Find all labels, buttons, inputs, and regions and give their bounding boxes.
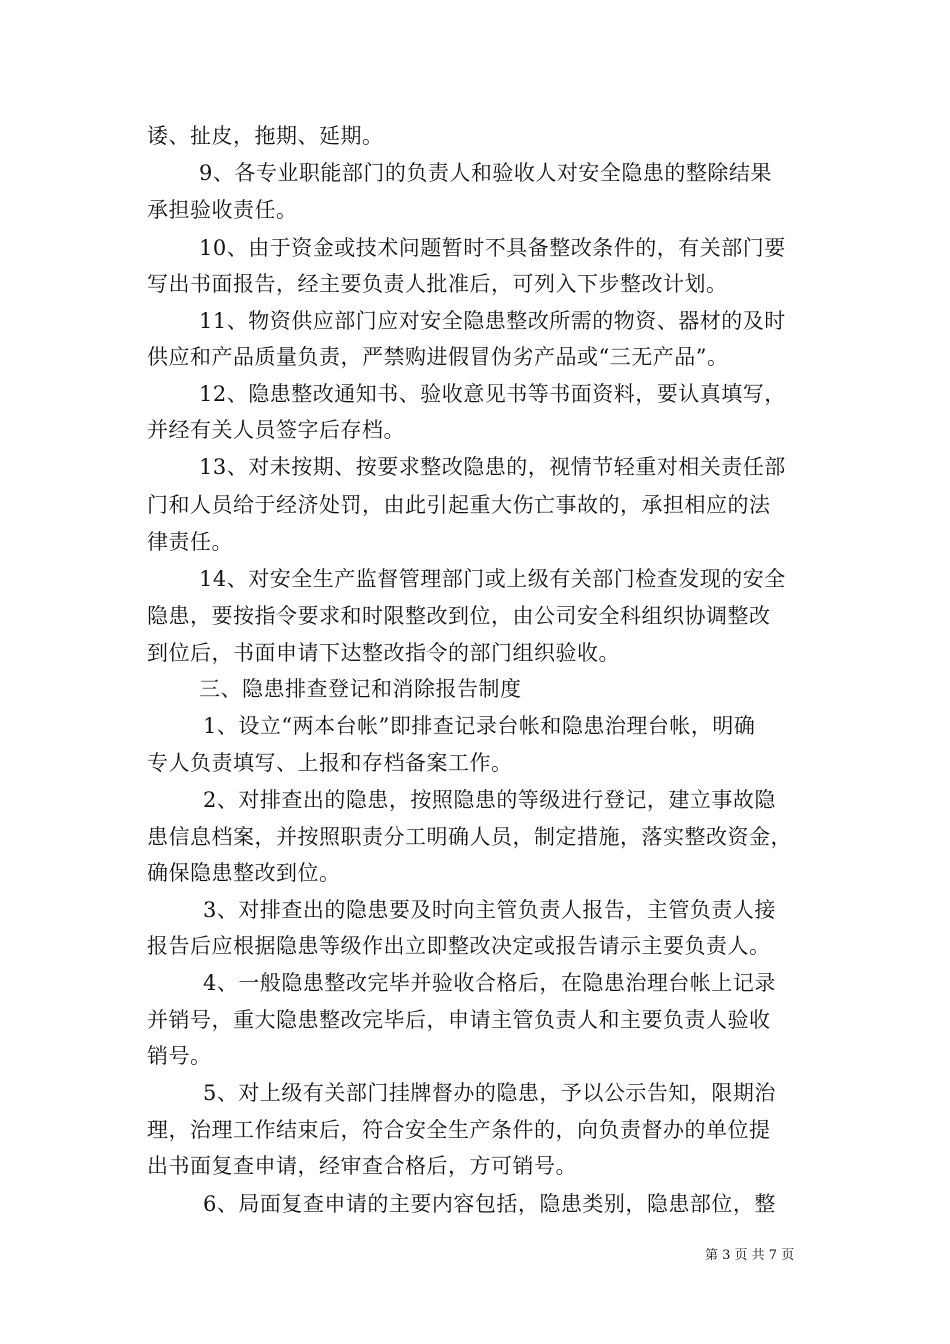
text-line: 2、对排查出的隐患，按照隐患的等级进行登记，建立事故隐 [203, 788, 776, 812]
text-line: 1、设立“两本台帐”即排查记录台帐和隐患治理台帐，明确 [203, 714, 756, 738]
page-number: 第 3 页 共 7 页 [705, 1248, 795, 1263]
text-line: 供应和产品质量负责，严禁购进假冒伪劣产品或“三无产品”。 [147, 345, 729, 369]
text-line: 报告后应根据隐患等级作出立即整改决定或报告请示主要负责人。 [147, 934, 771, 958]
text-line: 专人负责填写、上报和存档备案工作。 [147, 751, 513, 775]
text-line: 写出书面报告，经主要负责人批准后，可列入下步整改计划。 [147, 272, 728, 296]
text-line: 承担验收责任。 [147, 198, 298, 222]
text-line: 14、对安全生产监督管理部门或上级有关部门检查发现的安全 [199, 567, 786, 591]
text-line: 9、各专业职能部门的负责人和验收人对安全隐患的整除结果 [199, 161, 772, 185]
text-line: 并经有关人员签字后存档。 [147, 418, 405, 442]
text-line: 10、由于资金或技术问题暂时不具备整改条件的，有关部门要 [199, 236, 786, 260]
text-line: 12、隐患整改通知书、验收意见书等书面资料，要认真填写， [199, 382, 786, 406]
text-line: 理，治理工作结束后，符合安全生产条件的，向负责督办的单位提 [147, 1118, 771, 1142]
text-line: 患信息档案，并按照职责分工明确人员，制定措施，落实整改资金， [147, 825, 792, 849]
text-line: 销号。 [147, 1044, 212, 1068]
text-line: 5、对上级有关部门挂牌督办的隐患，予以公示告知，限期治 [203, 1081, 776, 1105]
section-heading: 三、隐患排查登记和消除报告制度 [199, 677, 522, 701]
text-line: 确保隐患整改到位。 [147, 861, 341, 885]
text-line: 3、对排查出的隐患要及时向主管负责人报告，主管负责人接 [203, 898, 776, 922]
text-line: 律责任。 [147, 530, 233, 554]
text-line: 6、局面复查申请的主要内容包括，隐患类别，隐患部位，整 [203, 1192, 776, 1216]
text-line: 隐患，要按指令要求和时限整改到位，由公司安全科组织协调整改 [147, 604, 771, 628]
text-line: 4、一般隐患整改完毕并验收合格后，在隐患治理台帐上记录 [203, 971, 776, 995]
text-line: 11、物资供应部门应对安全隐患整改所需的物资、器材的及时 [199, 309, 786, 333]
text-line: 13、对未按期、按要求整改隐患的，视情节轻重对相关责任部 [199, 455, 786, 479]
text-line: 并销号，重大隐患整改完毕后，申请主管负责人和主要负责人验收 [147, 1008, 771, 1032]
text-line: 到位后，书面申请下达整改指令的部门组织验收。 [147, 641, 620, 665]
text-line: 诿、扯皮，拖期、延期。 [147, 124, 384, 148]
text-line: 出书面复查申请，经审查合格后，方可销号。 [147, 1154, 577, 1178]
text-line: 门和人员给于经济处罚，由此引起重大伤亡事故的，承担相应的法 [147, 493, 771, 517]
